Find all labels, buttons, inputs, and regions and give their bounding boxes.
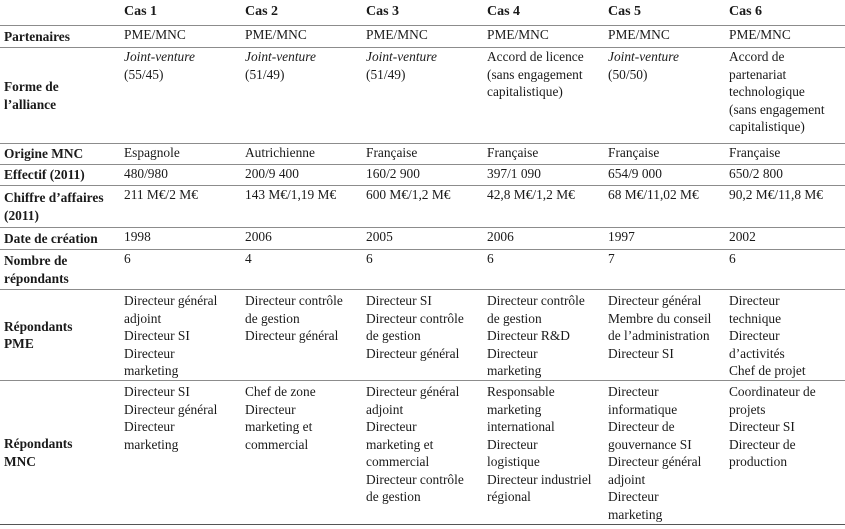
- column-header-cas-2: Cas 2: [245, 4, 279, 19]
- cell-text: commercial: [366, 454, 430, 469]
- cell-text: Directeur SI: [729, 419, 795, 434]
- cell-text: de l’administration: [608, 328, 710, 343]
- cell-text: (51/49): [366, 66, 406, 82]
- cell-text: marketing: [608, 506, 663, 522]
- cell-nombre-6: 6: [729, 251, 736, 266]
- corner-cell: [0, 0, 120, 26]
- cell-mnc-6: [725, 381, 845, 525]
- cell-text: (51/49): [245, 66, 285, 82]
- cell-text: marketing et: [366, 436, 434, 452]
- row-date: [0, 228, 845, 250]
- cell-text: Directeur industriel: [487, 471, 592, 487]
- cell-text: de gestion: [366, 489, 421, 504]
- cell-text: commercial: [245, 436, 309, 452]
- cell-text: logistique: [487, 454, 540, 469]
- cell-text: international: [487, 419, 555, 434]
- cell-date-1: 1998: [124, 229, 151, 244]
- cell-mnc-1: [120, 381, 241, 525]
- cell-text: technologique: [729, 84, 805, 99]
- cell-text: (sans engagement: [729, 101, 825, 117]
- cell-partenaires-6: PME/MNC: [729, 27, 791, 42]
- cell-pme-5: [604, 290, 725, 381]
- cell-text: d’activités: [729, 345, 785, 361]
- cell-effectif-2: 200/9 400: [245, 166, 299, 181]
- cell-origine-5: Française: [608, 145, 660, 160]
- cell-text: marketing et: [245, 419, 313, 434]
- row-partenaires: [0, 26, 845, 48]
- cell-text: de gestion: [487, 310, 542, 326]
- cell-text: Chef de zone: [245, 384, 316, 399]
- cell-text: marketing: [124, 363, 179, 378]
- cell-text: (sans engagement: [487, 66, 583, 82]
- row-label-nombre-line1: Nombre de: [4, 253, 68, 268]
- cell-nombre-1: 6: [124, 251, 131, 266]
- cell-partenaires-3: PME/MNC: [366, 27, 428, 42]
- cell-nombre-4: 6: [487, 251, 494, 266]
- column-header-cas-3: Cas 3: [366, 4, 400, 19]
- column-header-cas-1: Cas 1: [124, 4, 158, 19]
- row-label-origine: Origine MNC: [4, 146, 84, 162]
- cell-partenaires-4: PME/MNC: [487, 27, 549, 42]
- cell-text: régional: [487, 489, 531, 504]
- row-label-chiffre-line1: Chiffre d’affaires: [4, 190, 104, 205]
- row-chiffre: [0, 186, 845, 228]
- cell-text: Coordinateur de: [729, 384, 816, 399]
- cell-text: Directeur général: [124, 401, 218, 417]
- cell-nombre-3: 6: [366, 251, 373, 266]
- cell-mnc-2: [241, 381, 362, 525]
- cell-text: marketing: [487, 401, 542, 417]
- cell-chiffre-2: 143 M€/1,19 M€: [245, 187, 337, 202]
- cell-text: Directeur de: [608, 419, 675, 434]
- cell-date-3: 2005: [366, 229, 393, 244]
- cell-effectif-3: 160/2 900: [366, 166, 420, 181]
- cell-chiffre-1: 211 M€/2 M€: [124, 187, 198, 202]
- cell-partenaires-5: PME/MNC: [608, 27, 670, 42]
- cell-text: projets: [729, 401, 766, 417]
- cell-text: (55/45): [124, 66, 164, 82]
- cell-text: Chef de projet: [729, 363, 806, 378]
- cell-nombre-2: 4: [245, 251, 252, 266]
- cell-effectif-1: 480/980: [124, 166, 168, 181]
- column-header-cas-4: Cas 4: [487, 4, 521, 19]
- cell-date-2: 2006: [245, 229, 272, 244]
- cell-mnc-4: [483, 381, 604, 525]
- cell-partenaires-1: PME/MNC: [124, 27, 186, 42]
- cell-pme-2: [241, 290, 362, 381]
- cell-text: Directeur SI: [366, 293, 432, 308]
- cell-text: Directeur SI: [608, 345, 674, 361]
- cell-text: Directeur R&D: [487, 328, 570, 343]
- cell-nombre-5: 7: [608, 251, 615, 266]
- cell-text: Directeur contrôle: [366, 310, 464, 326]
- row-label-forme: [0, 48, 120, 144]
- column-header-cas-6: Cas 6: [729, 4, 763, 19]
- cell-pme-1: [120, 290, 241, 381]
- cell-text: adjoint: [124, 310, 162, 326]
- cell-text: Joint-venture: [608, 49, 679, 64]
- cell-text: Directeur de: [729, 436, 796, 452]
- cell-date-4: 2006: [487, 229, 514, 244]
- column-header-cas-5: Cas 5: [608, 4, 642, 19]
- cell-effectif-4: 397/1 090: [487, 166, 541, 181]
- row-label-forme-line1: Forme de: [4, 79, 59, 94]
- cell-text: de gestion: [245, 310, 300, 326]
- cell-text: Directeur général: [608, 454, 702, 469]
- cell-forme-3: [362, 48, 483, 144]
- row-label-nombre: [0, 250, 120, 290]
- cell-date-5: 1997: [608, 229, 635, 244]
- cell-text: adjoint: [608, 471, 646, 487]
- row-label-pme-line2: PME: [4, 336, 34, 351]
- cell-text: partenariat: [729, 66, 787, 82]
- cell-chiffre-5: 68 M€/11,02 M€: [608, 187, 699, 202]
- cell-text: production: [729, 454, 788, 469]
- cell-text: de gestion: [366, 328, 421, 343]
- cell-forme-4: [483, 48, 604, 144]
- cell-pme-3: [362, 290, 483, 381]
- row-label-mnc-line1: Répondants: [4, 436, 73, 451]
- cell-text: Directeur contrôle: [487, 293, 585, 308]
- cell-text: Directeur général: [124, 293, 218, 308]
- cell-text: Directeur contrôle: [245, 293, 343, 308]
- cell-text: Joint-venture: [245, 49, 316, 64]
- cell-text: Directeur contrôle: [366, 471, 464, 487]
- cell-chiffre-6: 90,2 M€/11,8 M€: [729, 187, 823, 202]
- row-nombre: [0, 250, 845, 290]
- cell-chiffre-4: 42,8 M€/1,2 M€: [487, 187, 575, 202]
- cell-text: marketing: [124, 436, 179, 452]
- row-label-pme-line1: Répondants: [4, 318, 73, 334]
- cell-forme-2: [241, 48, 362, 144]
- cell-text: capitalistique): [729, 119, 805, 134]
- cell-forme-1: [120, 48, 241, 144]
- cell-text: (50/50): [608, 66, 648, 82]
- cell-text: Directeur général: [366, 345, 460, 361]
- row-label-forme-line2: l’alliance: [4, 96, 57, 112]
- cell-origine-3: Française: [366, 145, 418, 160]
- cell-mnc-5: [604, 381, 725, 525]
- cell-text: Joint-venture: [366, 49, 437, 64]
- row-label-mnc-line2: MNC: [4, 453, 36, 469]
- row-effectif: [0, 165, 845, 186]
- row-origine: [0, 144, 845, 165]
- row-label-partenaires: Partenaires: [4, 28, 70, 44]
- cell-text: Directeur: [729, 293, 780, 308]
- cell-text: Accord de licence: [487, 49, 584, 64]
- row-label-effectif: Effectif (2011): [4, 167, 85, 183]
- cell-text: capitalistique): [487, 84, 563, 99]
- row-forme: [0, 48, 845, 144]
- cell-pme-4: [483, 290, 604, 381]
- cell-text: Directeur: [487, 345, 538, 361]
- cell-text: Directeur: [608, 489, 659, 504]
- cell-text: technique: [729, 310, 782, 326]
- cell-text: Directeur général: [366, 384, 460, 399]
- cell-text: Membre du conseil: [608, 310, 712, 326]
- row-label-mnc: [0, 381, 120, 525]
- cell-origine-6: Française: [729, 145, 781, 160]
- cell-origine-2: Autrichienne: [245, 145, 315, 160]
- row-label-date: Date de création: [4, 230, 98, 246]
- cell-origine-4: Française: [487, 145, 539, 160]
- cell-forme-5: [604, 48, 725, 144]
- cell-mnc-3: [362, 381, 483, 525]
- cell-text: adjoint: [366, 401, 404, 417]
- cell-origine-1: Espagnole: [124, 145, 180, 160]
- cell-text: Responsable: [487, 384, 555, 399]
- cell-pme-6: [725, 290, 845, 381]
- cell-text: gouvernance SI: [608, 436, 692, 452]
- cell-text: informatique: [608, 401, 678, 417]
- cell-text: Directeur général: [608, 293, 702, 308]
- row-label-pme: [0, 290, 120, 381]
- cell-text: marketing: [487, 363, 542, 378]
- cell-partenaires-2: PME/MNC: [245, 27, 307, 42]
- row-label-nombre-line2: répondants: [4, 270, 69, 286]
- cell-text: Directeur: [366, 419, 417, 434]
- cell-forme-6: [725, 48, 845, 144]
- header-row: [0, 0, 845, 26]
- cell-text: Directeur SI: [124, 384, 190, 399]
- cell-effectif-6: 650/2 800: [729, 166, 783, 181]
- cell-text: Directeur: [124, 345, 175, 361]
- cell-chiffre-3: 600 M€/1,2 M€: [366, 187, 451, 202]
- cell-text: Directeur SI: [124, 328, 190, 343]
- cell-text: Directeur: [245, 401, 296, 417]
- cell-text: Joint-venture: [124, 49, 195, 64]
- row-label-chiffre-line2: (2011): [4, 207, 39, 223]
- cell-text: Accord de: [729, 49, 785, 64]
- cell-text: Directeur: [729, 328, 780, 343]
- cell-text: Directeur: [487, 436, 538, 452]
- cell-text: Directeur général: [245, 328, 339, 343]
- cell-text: Directeur: [124, 419, 175, 434]
- cell-date-6: 2002: [729, 229, 756, 244]
- cell-text: Directeur: [608, 384, 659, 399]
- cell-effectif-5: 654/9 000: [608, 166, 662, 181]
- row-label-chiffre: [0, 186, 120, 228]
- row-pme: [0, 290, 845, 381]
- row-mnc: [0, 381, 845, 525]
